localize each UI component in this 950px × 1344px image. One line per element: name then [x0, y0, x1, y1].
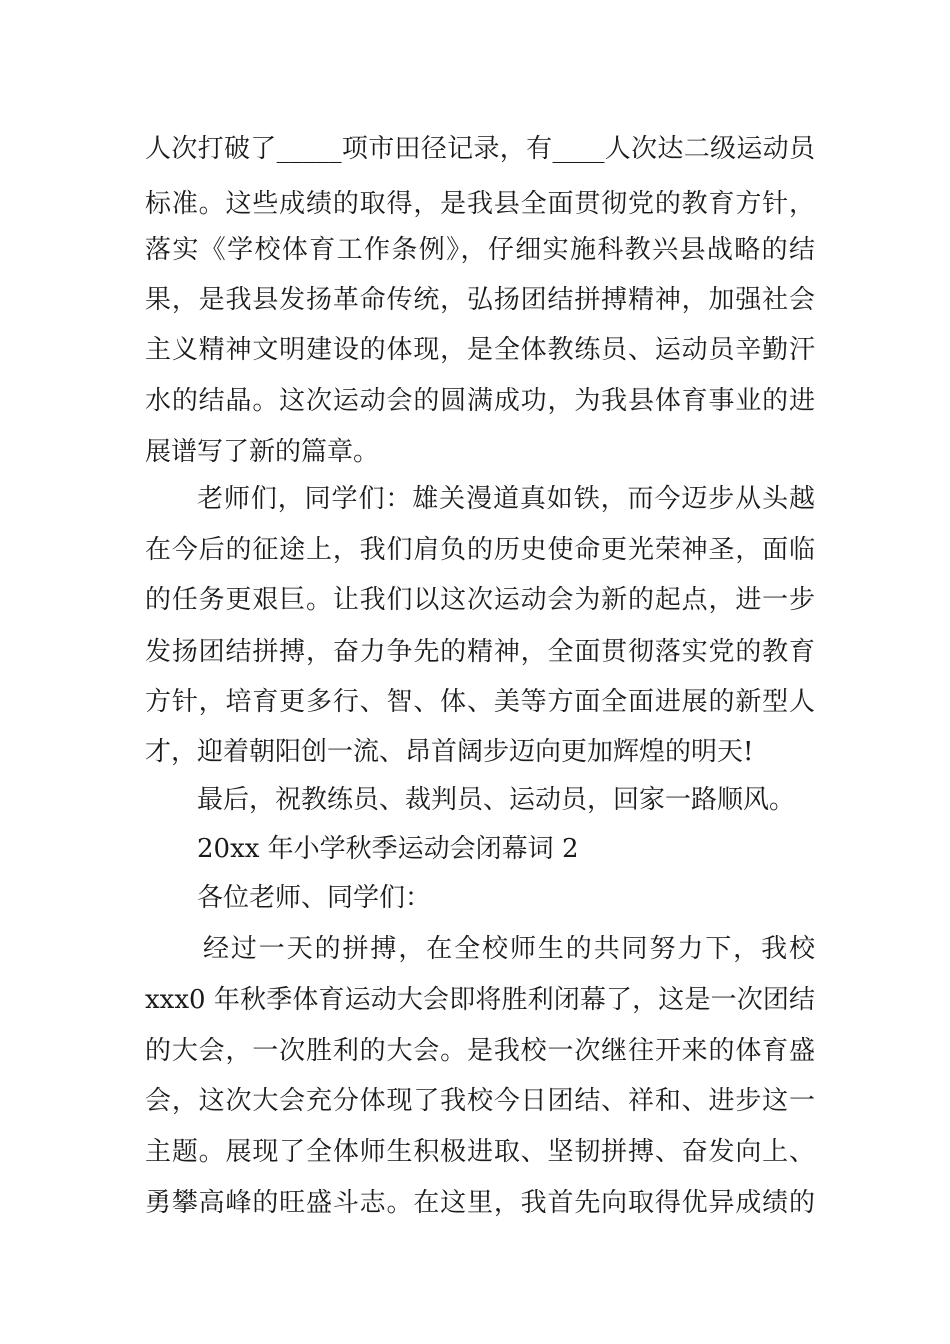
- text-line: 水的结晶。这次运动会的圆满成功，为我县体育事业的进: [145, 386, 815, 416]
- text-line: 落实《学校体育工作条例》，仔细实施科教兴县战略的结: [145, 235, 815, 265]
- text-line: 标准。这些成绩的取得，是我县全面贯彻党的教育方针，: [145, 189, 815, 219]
- text-line: 勇攀高峰的旺盛斗志。在这里，我首先向取得优异成绩的: [145, 1188, 815, 1218]
- text-line: 会，这次大会充分体现了我校今日团结、祥和、进步这一: [145, 1086, 815, 1116]
- text-line: 人次打破了_____项市田径记录，有____人次达二级运动员: [145, 134, 815, 164]
- text-line: 才，迎着朝阳创一流、昂首阔步迈向更加辉煌的明天!: [145, 737, 754, 767]
- text-line: 果，是我县发扬革命传统，弘扬团结拼搏精神，加强社会: [145, 285, 815, 315]
- text-line: 在今后的征途上，我们肩负的历史使命更光荣神圣，面临: [145, 535, 815, 565]
- text-line: 主义精神文明建设的体现，是全体教练员、运动员辛勤汗: [145, 335, 815, 365]
- text-line: 方针，培育更多行、智、体、美等方面全面进展的新型人: [145, 687, 815, 717]
- closing-line: 最后，祝教练员、裁判员、运动员，回家一路顺风。: [197, 785, 796, 815]
- text-line: 的任务更艰巨。让我们以这次运动会为新的起点，进一步: [145, 585, 815, 615]
- text-line: xxx0 年秋季体育运动大会即将胜利闭幕了，这是一次团结: [145, 985, 815, 1015]
- text-line: 展谱写了新的篇章。: [145, 437, 380, 467]
- paragraph-first-line: 老师们，同学们：雄关漫道真如铁，而今迈步从头越: [197, 484, 815, 514]
- section-title: 20xx 年小学秋季运动会闭幕词 2: [197, 834, 579, 864]
- text-line: 主题。展现了全体师生积极进取、坚韧拼搏、奋发向上、: [145, 1137, 815, 1167]
- salutation: 各位老师、同学们：: [197, 883, 432, 913]
- paragraph-first-line: 经过一天的拼搏，在全校师生的共同努力下，我校: [203, 934, 815, 964]
- text-line: 的大会，一次胜利的大会。是我校一次继往开来的体育盛: [145, 1036, 815, 1066]
- text-line: 发扬团结拼搏，奋力争先的精神，全面贯彻落实党的教育: [145, 637, 815, 667]
